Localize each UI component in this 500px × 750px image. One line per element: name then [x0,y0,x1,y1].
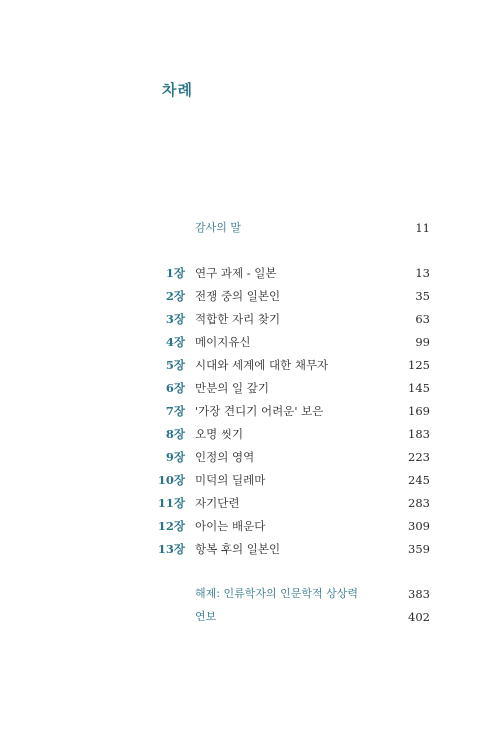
toc-entry-chapter-2 [0,286,500,306]
toc-entry-acknowledgements [0,218,500,238]
entry-title: 감사의 말 [195,221,242,234]
chapter-number: 7장 [165,404,185,418]
chapter-page: 183 [408,427,430,441]
chapter-number: 6장 [165,381,185,395]
toc-entry-chapter-12 [0,516,500,536]
toc-entry-chronology [0,607,500,627]
chapter-number: 3장 [165,312,185,326]
chapter-page: 223 [408,450,430,464]
toc-entry-chapter-8 [0,424,500,444]
chapter-number: 11장 [157,496,185,510]
chapter-title: 시대와 세계에 대한 채무자 [195,358,329,372]
chapter-title: 아이는 배운다 [195,519,266,533]
entry-page: 11 [415,221,430,235]
chapter-page: 13 [415,266,430,280]
chapter-title: 인정의 영역 [195,450,255,464]
toc-entry-chapter-13 [0,539,500,559]
chapter-page: 309 [408,519,430,533]
toc-entry-chapter-7 [0,401,500,421]
chapter-number: 4장 [165,335,185,349]
toc-entry-commentary [0,584,500,604]
chapter-number: 8장 [165,427,185,441]
chapter-title: 항복 후의 일본인 [195,542,281,556]
chapter-title: 전쟁 중의 일본인 [195,289,281,303]
chapter-page: 99 [415,335,430,349]
chapter-number: 2장 [165,289,185,303]
chapter-number: 5장 [165,358,185,372]
chapter-number: 13장 [157,542,185,556]
chapter-page: 283 [408,496,430,510]
toc-entry-chapter-10 [0,470,500,490]
chapter-page: 245 [408,473,430,487]
chapter-number: 10장 [157,473,185,487]
chapter-number: 1장 [165,266,185,280]
toc-entry-chapter-5 [0,355,500,375]
entry-page: 383 [408,587,430,601]
chapter-page: 35 [415,289,430,303]
chapter-page: 145 [408,381,430,395]
chapter-title: 미덕의 딜레마 [195,473,266,487]
toc-entry-chapter-3 [0,309,500,329]
toc-entry-chapter-6 [0,378,500,398]
entry-page: 402 [408,610,430,624]
chapter-page: 169 [408,404,430,418]
chapter-title: 만분의 일 갚기 [195,381,269,395]
chapter-title: 메이지유신 [195,335,251,349]
chapter-number: 12장 [157,519,185,533]
chapter-title: '가장 견디기 어려운' 보은 [195,404,324,418]
entry-title: 연보 [195,610,217,623]
chapter-page: 359 [408,542,430,556]
chapter-title: 연구 과제 - 일본 [195,266,277,280]
toc-heading: 차례 [162,81,193,99]
toc-entry-chapter-1 [0,263,500,283]
entry-title: 해제: 인류학자의 인문학적 상상력 [195,587,358,600]
chapter-page: 63 [415,312,430,326]
chapter-number: 9장 [165,450,185,464]
chapter-page: 125 [408,358,430,372]
toc-entry-chapter-11 [0,493,500,513]
toc-entry-chapter-4 [0,332,500,352]
chapter-title: 적합한 자리 찾기 [195,312,281,326]
toc-entry-chapter-9 [0,447,500,467]
chapter-title: 자기단련 [195,496,240,510]
chapter-title: 오명 씻기 [195,427,244,441]
